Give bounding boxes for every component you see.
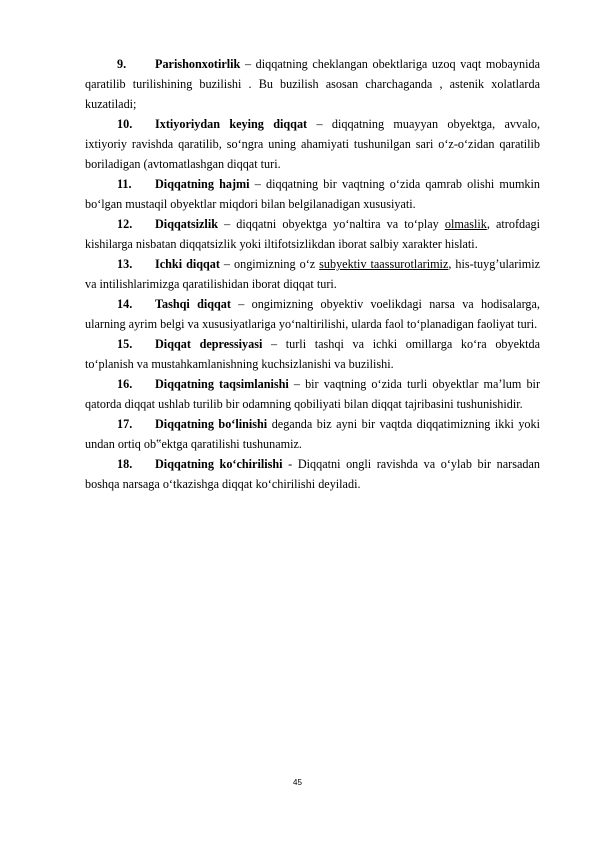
entry-number: 14. (117, 297, 133, 311)
entry-definition: – ongimizning obyektiv voelikdagi narsa va hodisalarga, ularning ayrim belgi va xususiyatlariga yo‘naltirilishi, ularda faol to‘planadigan faoliyat turi. (85, 297, 540, 331)
entry-definition: – diqqatning cheklangan obektlariga uzoq vaqt mobaynida qaratilib turilishining buzilishi . Bu buzilish asosan charchaganda , astenik xolatlarda kuzatiladi; (85, 57, 540, 111)
glossary-entry (85, 294, 540, 334)
entry-term: Ichki diqqat (155, 257, 220, 271)
entry-definition-continued: , atrofdagi kishilarga nisbatan diqqatsizlik yoki iltifotsizlikdan iborat salbiy xarakter hislati. (85, 217, 540, 251)
entry-term: Diqqatning taqsimlanishi (155, 377, 289, 391)
entry-link[interactable]: subyektiv taassurotlarimiz (319, 257, 449, 271)
entry-number: 18. (117, 457, 133, 471)
page-number: 45 (293, 778, 302, 787)
entry-number: 17. (117, 417, 133, 431)
entry-definition: deganda biz ayni bir vaqtda diqqatimizning ikki yoki undan ortiq ob‟ektga qaratilishi tushunamiz. (85, 417, 540, 451)
entry-definition: – diqqatning bir vaqtning o‘zida qamrab olishi mumkin bo‘lgan mustaqil obyektlar miqdori bilan belgilanadigan xususiyati. (85, 177, 541, 211)
glossary-entry (85, 454, 540, 494)
entry-definition: – bir vaqtning o‘zida turli obyektlar ma’lum bir qatorda diqqat ushlab turilib bir odamning qobiliyati bilan diqqat tajribasini tushunishidir. (85, 377, 541, 411)
glossary-entry (85, 334, 540, 374)
entry-term: Diqqatning hajmi (155, 177, 250, 191)
glossary-entry (85, 374, 540, 414)
entry-term: Parishonxotirlik (155, 57, 241, 71)
glossary-entry (85, 114, 540, 174)
entry-number: 9. (117, 57, 127, 71)
entry-term: Diqqatning bo‘linishi (155, 417, 268, 431)
glossary-entry (85, 414, 540, 454)
entry-definition: - Diqqatni ongli ravishda va o‘ylab bir narsadan boshqa narsaga o‘tkazishga diqqat ko‘chirilishi deyiladi. (85, 457, 540, 491)
entry-definition: – diqqatni obyektga yo‘naltira va to‘play (218, 217, 445, 231)
glossary-entry (85, 54, 540, 114)
entry-number: 13. (117, 257, 133, 271)
entry-definition: – diqqatning muayyan obyektga, avvalo, ixtiyoriy ravishda qaratilib, so‘ngra uning ahamiyati tushunilgan sari o‘z-o‘zidan qaratilib boriladigan (avtomatlashgan diqqat turi. (85, 117, 541, 171)
entry-term: Tashqi diqqat (155, 297, 231, 311)
entry-definition: – turli tashqi va ichki omillarga ko‘ra obyektda to‘planish va mustahkamlanishning kuchsizlanishi va buzilishi. (85, 337, 540, 371)
glossary-entry (85, 214, 540, 254)
entry-term: Diqqat depressiyasi (155, 337, 263, 351)
glossary-entry (85, 254, 540, 294)
entry-definition: – ongimizning o‘z (219, 257, 320, 271)
entry-definition-continued: , his-tuyg’ularimiz va intilishlarimizga qaratilishidan iborat diqqat turi. (85, 257, 541, 291)
entry-number: 15. (117, 337, 133, 351)
entry-link[interactable]: olmaslik (444, 217, 487, 231)
entry-number: 16. (117, 377, 133, 391)
entry-term: Ixtiyoriydan keying diqqat (155, 117, 308, 131)
entry-term: Diqqatning ko‘chirilishi (155, 457, 283, 471)
glossary-entry (85, 174, 540, 214)
glossary-list (85, 54, 540, 494)
entry-term: Diqqatsizlik (155, 217, 218, 231)
entry-number: 12. (117, 217, 133, 231)
entry-number: 11. (117, 177, 132, 191)
entry-number: 10. (117, 117, 133, 131)
